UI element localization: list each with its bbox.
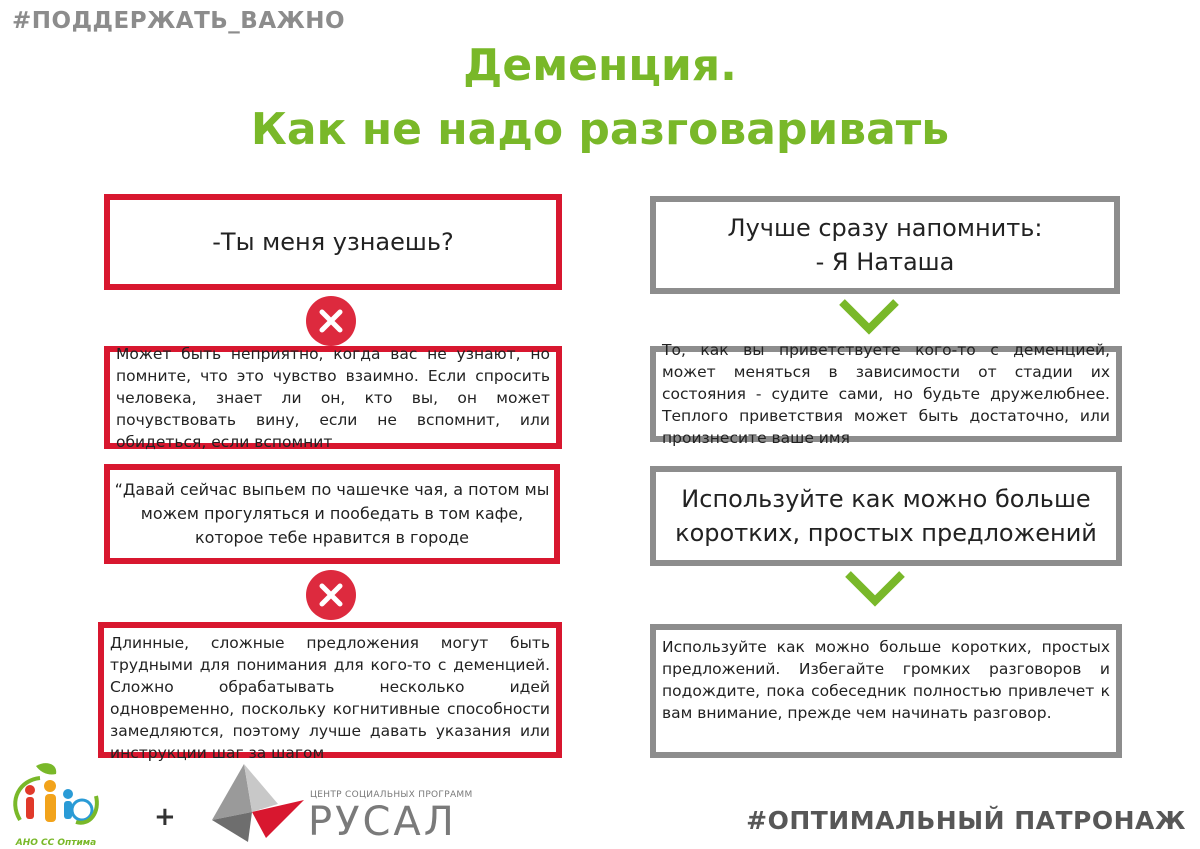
- title-line-2: [0, 104, 1200, 155]
- left-explanation-box-2: [98, 622, 562, 762]
- optima-logo: [6, 760, 106, 848]
- title-line-2-text: Как не надо разговаривать: [250, 104, 950, 155]
- right-reminder-line-2: - Я Наташа: [815, 248, 955, 276]
- right-explanation-text-2: Используйте как можно больше коротких, простых предложений. Избегайте громких разговоров и подождите, пока собеседник полностью привлечет к вам внимание, прежде чем начинать разговор.: [662, 638, 1110, 722]
- right-advice-text: Используйте как можно больше коротких, простых предложений: [675, 485, 1097, 547]
- right-advice-box: [650, 466, 1122, 566]
- x-mark-icon-2: [306, 570, 356, 620]
- plus-sign: +: [154, 802, 176, 832]
- optima-logo-caption: АНО СС Оптима: [15, 838, 97, 848]
- right-explanation-text-1: То, как вы приветствуете кого-то с деменцией, может меняться в зависимости от стадии их состояния - судите сами, но будьте дружелюбнее. Теплого приветствия может быть достаточно, или произнесите ваше имя: [662, 341, 1110, 447]
- left-question-text: -Ты меня узнаешь?: [212, 228, 454, 256]
- right-explanation-box-1: [650, 341, 1122, 447]
- optima-logo-graphic: [6, 760, 106, 834]
- right-reminder-box: [650, 196, 1120, 294]
- checkmark-icon: [838, 298, 900, 336]
- title-line-1-text: Деменция.: [463, 40, 737, 91]
- x-mark-icon: [306, 296, 356, 346]
- title-line-1: [0, 40, 1200, 91]
- rusal-logo-subtitle: ЦЕНТР СОЦИАЛЬНЫХ ПРОГРАММ: [310, 790, 473, 800]
- left-example-box: [104, 464, 560, 564]
- rusal-logo-mark-icon: [208, 764, 308, 844]
- checkmark-icon-2: [844, 570, 906, 608]
- left-explanation-box-1: [104, 346, 562, 449]
- left-question-box: [104, 194, 562, 290]
- left-explanation-text-1: Может быть неприятно, когда вас не узнают, но помните, что это чувство взаимно. Если спросить человека, знает ли он, кто вы, он может почувствовать вину, если не вспомнит, или обидеться, если вспомнит: [116, 344, 550, 451]
- right-explanation-box-2: [650, 624, 1122, 758]
- rusal-logo-name: РУСАЛ: [308, 799, 457, 845]
- left-example-text: “Давай сейчас выпьем по чашечке чая, а потом мы можем прогуляться и пообедать в том кафе, которое тебе нравится в городе: [114, 480, 550, 547]
- hashtag-bottom: #ОПТИМАЛЬНЫЙ ПАТРОНАЖ: [746, 806, 1186, 835]
- right-reminder-line-1: Лучше сразу напомнить:: [727, 214, 1043, 242]
- hashtag-top: #ПОДДЕРЖАТЬ_ВАЖНО: [12, 8, 346, 34]
- left-explanation-text-2: Длинные, сложные предложения могут быть трудными для понимания для кого-то с деменцией. Сложно обрабатывать несколько идей одновременно, поскольку когнитивные способности замедляются, поэтому лучше давать указания или инструкции шаг за шагом: [110, 634, 550, 762]
